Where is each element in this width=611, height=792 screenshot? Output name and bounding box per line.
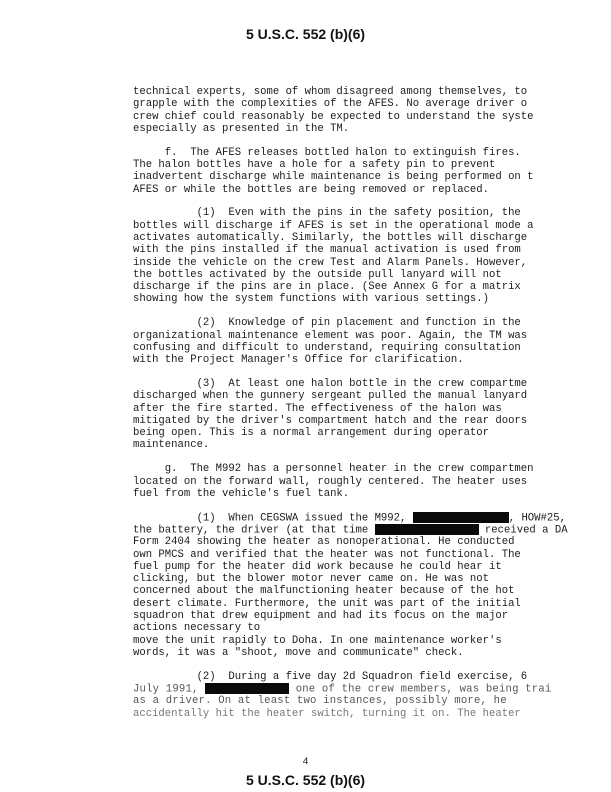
page-number: 4 bbox=[302, 757, 309, 768]
text-line: Form 2404 showing the heater as nonoperational. He conducted bbox=[133, 536, 515, 549]
text-line: squadron that drew equipment and had its focus on the major bbox=[133, 609, 509, 622]
text-line-faded: as a driver. On at least two instances, possibly more, he bbox=[133, 695, 507, 708]
text-line: especially as presented in the TM. bbox=[133, 122, 350, 135]
text-line: inadvertent discharge while maintenance is being performed on t bbox=[133, 171, 534, 184]
paragraph-intro bbox=[133, 86, 611, 135]
text-line: The halon bottles have a hole for a safety pin to prevent bbox=[133, 158, 496, 171]
text-fragment: July 1991, bbox=[133, 683, 206, 696]
paragraph-f3 bbox=[133, 378, 611, 452]
text-line: move the unit rapidly to Doha. In one maintenance worker's bbox=[133, 634, 502, 647]
text-line: bottles will discharge if AFES is set in the operational mode a bbox=[133, 219, 534, 232]
redaction-block bbox=[413, 512, 509, 523]
text-line-with-redaction bbox=[133, 512, 611, 524]
paragraph-g2 bbox=[133, 671, 611, 720]
text-line: concerned about the malfunctioning heater because of the hot bbox=[133, 585, 515, 598]
text-line: (2) Knowledge of pin placement and function in the bbox=[133, 317, 521, 330]
header-exemption-stamp: 5 U.S.C. 552 (b)(6) bbox=[245, 26, 366, 42]
text-fragment: , HOW#25, bbox=[508, 511, 566, 524]
text-line: inside the vehicle on the crew Test and Alarm Panels. However, bbox=[133, 256, 528, 269]
text-line: g. The M992 has a personnel heater in the crew compartmen bbox=[133, 463, 534, 476]
text-line-with-redaction bbox=[133, 524, 611, 536]
text-line: with the pins installed if the manual activation is used from bbox=[133, 244, 521, 257]
text-line-faded: accidentally hit the heater switch, turning it on. The heater bbox=[133, 707, 521, 720]
paragraph-g bbox=[133, 463, 611, 500]
paragraph-g1 bbox=[133, 512, 611, 660]
paragraph-f2 bbox=[133, 317, 611, 366]
redaction-block bbox=[375, 524, 479, 535]
footer-exemption-stamp: 5 U.S.C. 552 (b)(6) bbox=[245, 772, 366, 788]
text-line: organizational maintenance element was poor. Again, the TM was bbox=[133, 329, 528, 342]
text-line: located on the forward wall, roughly centered. The heater uses bbox=[133, 475, 528, 488]
text-line: mitigated by the driver's compartment hatch and the rear doors bbox=[133, 414, 528, 427]
text-line: activates automatically. Similarly, the bottles will discharge bbox=[133, 231, 528, 244]
text-fragment: the battery, the driver (at that time bbox=[133, 524, 375, 537]
text-line: fuel from the vehicle's fuel tank. bbox=[133, 487, 350, 500]
text-line: actions necessary to bbox=[133, 622, 261, 635]
text-line: clicking, but the blower motor never came on. He was not bbox=[133, 573, 490, 586]
text-line: (2) During a five day 2d Squadron field exercise, 6 bbox=[133, 670, 528, 683]
text-line: being open. This is a normal arrangement during operator bbox=[133, 427, 490, 440]
text-line: after the fire started. The effectiveness of the halon was bbox=[133, 402, 502, 415]
text-line: own PMCS and verified that the heater was not functional. The bbox=[133, 548, 521, 561]
text-fragment: received a DA bbox=[478, 524, 568, 537]
text-line: confusing and difficult to understand, requiring consultation bbox=[133, 341, 521, 354]
text-line: grapple with the complexities of the AFES. No average driver o bbox=[133, 98, 528, 111]
text-line: discharge if the pins are in place. (See Annex G for a matrix bbox=[133, 281, 521, 294]
text-line: words, it was a "shoot, move and communicate" check. bbox=[133, 646, 464, 659]
text-line: discharged when the gunnery sergeant pulled the manual lanyard bbox=[133, 390, 528, 403]
text-line-with-redaction bbox=[133, 683, 611, 695]
text-line: AFES or while the bottles are being removed or replaced. bbox=[133, 183, 490, 196]
paragraph-f1 bbox=[133, 207, 611, 305]
text-line: desert climate. Furthermore, the unit was part of the initial bbox=[133, 597, 521, 610]
text-fragment: one of the crew members, was being trai bbox=[289, 683, 552, 696]
text-line: the bottles activated by the outside pull lanyard will not bbox=[133, 268, 502, 281]
document-body bbox=[133, 86, 611, 731]
text-line: f. The AFES releases bottled halon to extinguish fires. bbox=[133, 146, 521, 159]
paragraph-f bbox=[133, 147, 611, 196]
text-line: maintenance. bbox=[133, 439, 210, 452]
text-line: (1) Even with the pins in the safety position, the bbox=[133, 207, 521, 220]
text-line: with the Project Manager's Office for clarification. bbox=[133, 354, 464, 367]
text-line: fuel pump for the heater did work because he could hear it bbox=[133, 560, 502, 573]
text-line: (3) At least one halon bottle in the crew compartme bbox=[133, 377, 528, 390]
text-fragment: (1) When CEGSWA issued the M992, bbox=[133, 511, 413, 524]
text-line: crew chief could reasonably be expected to understand the syste bbox=[133, 110, 534, 123]
text-line: technical experts, some of whom disagreed among themselves, to bbox=[133, 86, 528, 98]
redaction-block bbox=[205, 683, 289, 694]
text-line: showing how the system functions with various settings.) bbox=[133, 293, 490, 306]
